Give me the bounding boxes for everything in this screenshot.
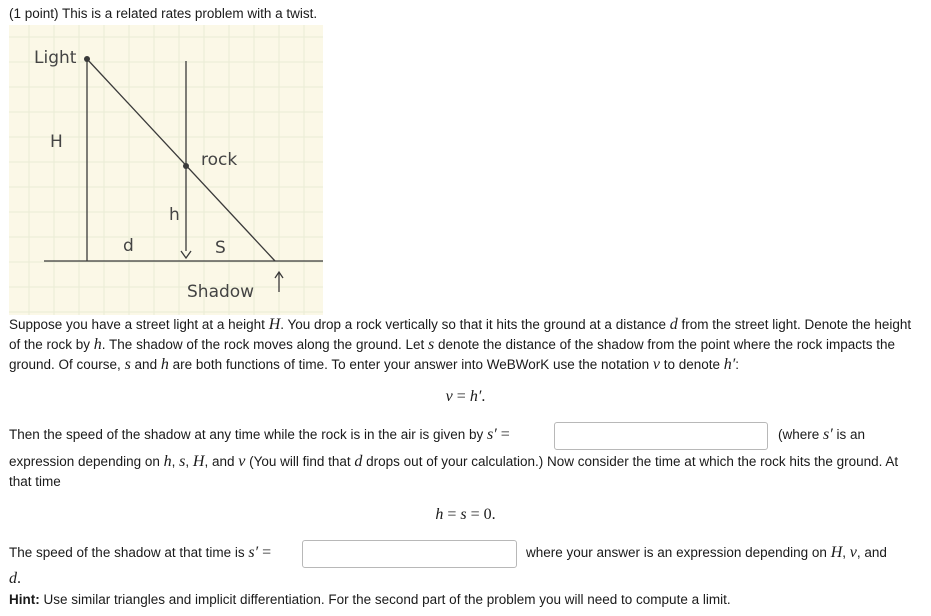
label-s: S — [215, 238, 226, 258]
street-light-diagram — [9, 25, 323, 315]
equation-v-equals-h-prime: v = h′. — [445, 388, 486, 405]
label-H: H — [50, 132, 63, 152]
var-s: s — [124, 356, 131, 373]
impact-speed-note: where your answer is an expression depending on H, v, and — [526, 544, 887, 561]
shadow-speed-note: (where s′ is an — [778, 426, 866, 443]
answer-dependency-text: expression depending on h, s, H, and v (You will find that d drops out of your calculation.) Now consider the time at which the rock hits the ground. At that time — [9, 453, 899, 489]
var-s: s — [428, 336, 435, 353]
hint-label: Hint: — [9, 592, 40, 607]
label-light: Light — [34, 48, 77, 68]
graph-paper-background — [9, 25, 323, 315]
var-h: h — [93, 336, 102, 353]
var-s-prime: s′ — [487, 426, 497, 443]
impact-speed-prompt: The speed of the shadow at that time is s′ = — [9, 544, 272, 561]
label-d: d — [123, 236, 134, 256]
impact-speed-note-end: d. — [9, 570, 21, 587]
var-d: d — [669, 316, 678, 333]
var-h-prime: h′ — [723, 356, 736, 373]
var-s-prime: s′ — [248, 544, 259, 561]
hint-text: Use similar triangles and implicit differentiation. For the second part of the problem you will need to compute a limit. — [39, 592, 731, 607]
answer-input-2[interactable] — [302, 540, 517, 568]
answer-input-1[interactable] — [554, 422, 768, 450]
var-v: v — [652, 356, 660, 373]
problem-figure — [9, 25, 323, 315]
light-point — [84, 56, 90, 62]
problem-header: (1 point) This is a related rates problem with a twist. — [9, 6, 318, 21]
rock-point — [183, 163, 189, 169]
problem-description: Suppose you have a street light at a height H. You drop a rock vertically so that it hits the ground at a distance d from the street light. Denote the height of the rock by h. The shadow of the rock moves along the ground. Let s denote the distance of the shadow from the point where the rock impacts the ground. Of course, s and h are both functions of time. To enter your answer into WeBWorK use the notation v to denote h′: — [9, 316, 912, 373]
hint — [9, 592, 731, 607]
equation-h-equals-s-equals-zero: h = s = 0. — [435, 506, 496, 523]
var-h: h — [160, 356, 169, 373]
label-h: h — [169, 205, 180, 225]
var-s-prime: s′ — [823, 426, 833, 443]
label-shadow: Shadow — [187, 282, 255, 302]
var-H: H — [268, 316, 281, 333]
label-rock: rock — [201, 150, 238, 170]
shadow-speed-prompt: Then the speed of the shadow at any time while the rock is in the air is given by s′ = — [9, 426, 510, 443]
